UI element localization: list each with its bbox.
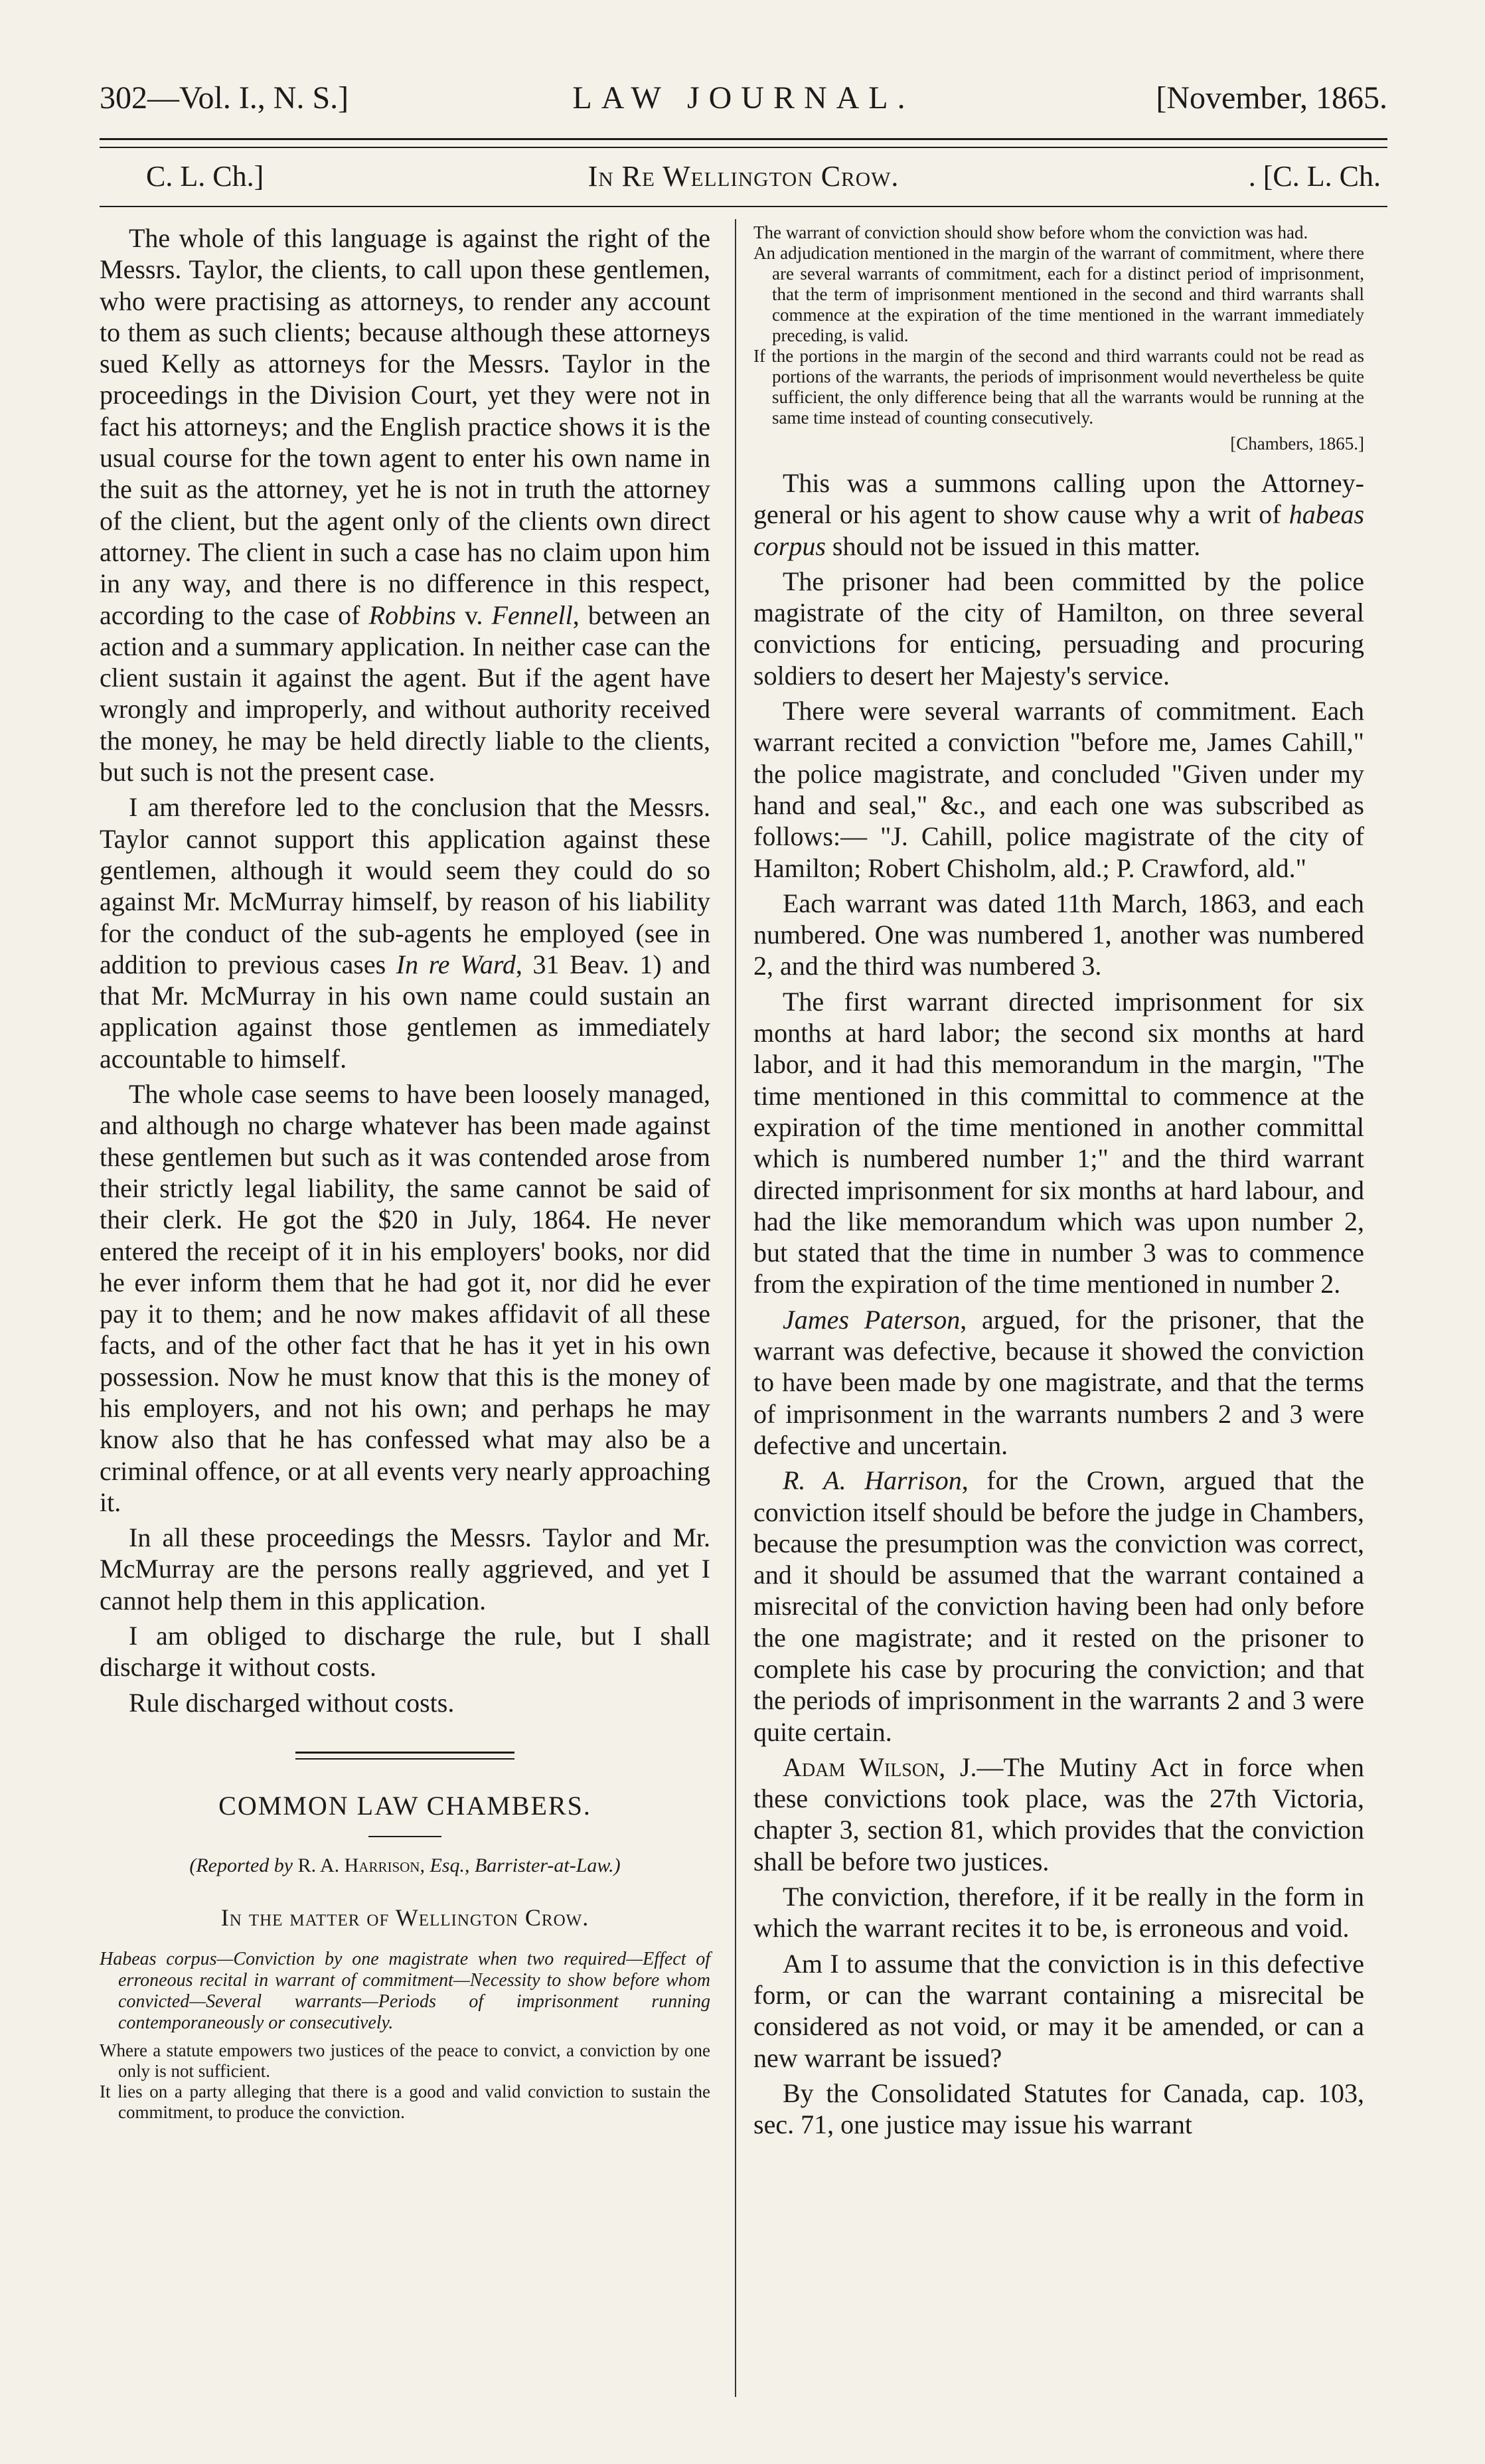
column-divider bbox=[735, 219, 736, 2397]
paragraph: R. A. Harrison, for the Crown, argued that the conviction itself should be before the judge in Chambers, because the presumption was the conviction was correct, and it should be assumed that the warrant contained a misrecital of the conviction having been had only before the one magistrate; and it rested on the prisoner to complete his case by procuring the conviction; and that the periods of imprisonment in the warrants 2 and 3 were quite certain. bbox=[753, 1465, 1364, 1747]
paragraph: Each warrant was dated 11th March, 1863, and each numbered. One was numbered 1, another was numbered 2, and the third was numbered 3. bbox=[753, 888, 1364, 981]
paragraph: Rule discharged without costs. bbox=[129, 1687, 455, 1718]
paragraph: I am therefore led to the conclusion that the Messrs. Taylor cannot support this application against these gentlemen, although it would seem they could do so against Mr. McMurray himself, by reason of his liability for the conduct of the sub-agents he employed (see in addition to previous cases In re Ward, 31 Beav. 1) and that Mr. McMurray in his own name could sustain an application against those gentlemen as immediately accountable to himself. bbox=[100, 792, 711, 1074]
right-column bbox=[753, 222, 1364, 2144]
header-rule bbox=[100, 138, 1387, 148]
holding: Where a statute empowers two justices of the peace to convict, a conviction by one only is not sufficient. bbox=[100, 2040, 710, 2081]
running-head bbox=[100, 80, 1387, 133]
subheader-rule bbox=[100, 206, 1387, 207]
issue-date: [November, 1865. bbox=[1156, 80, 1387, 116]
paragraph: The conviction, therefore, if it be really in the form in which the warrant recites it to be, is erroneous and void. bbox=[753, 1882, 1364, 1943]
paragraph: I am obliged to discharge the rule, but I shall discharge it without costs. bbox=[100, 1621, 710, 1683]
paragraph: The whole case seems to have been loosely managed, and although no charge whatever has been made against these gentlemen but such as it was contended arose from their strictly legal liability, the same cannot be said of their clerk. He got the $20 in July, 1864. He never entered the receipt of it in his employers' books, nor did he ever inform them that he had got it, nor did he ever pay it to them; and he now makes affidavit of all these facts, and of the other fact that he has it yet in his own possession. Now he must know that this is the money of his employers, and not his own; and perhaps he may know also that he has confessed what may also be a criminal offence, or at all events very nearly approaching it. bbox=[100, 1079, 710, 1517]
left-column bbox=[100, 222, 710, 2123]
paragraph: Adam Wilson, J.—The Mutiny Act in force when these convictions took place, was the 27th Victoria, chapter 3, section 81, which provides that the conviction shall be before two justices. bbox=[753, 1752, 1365, 1876]
title-rule bbox=[368, 1836, 441, 1837]
journal-page bbox=[100, 80, 1387, 2430]
holding: It lies on a party alleging that there is a good and valid conviction to sustain the commitment, to produce the conviction. bbox=[100, 2081, 710, 2122]
paragraph: The prisoner had been committed by the police magistrate of the city of Hamilton, on three several convictions for enticing, persuading and procuring soldiers to desert her Majesty's service. bbox=[753, 566, 1364, 691]
headnote: Habeas corpus—Conviction by one magistrate when two required—Effect of erroneous recital in warrant of commitment—Necessity to show before whom convicted—Several warrants—Periods of imprisonment running contemporaneously or consecutively. bbox=[100, 1948, 710, 2033]
holding: The warrant of conviction should show before whom the conviction was had. bbox=[753, 222, 1308, 242]
paragraph: James Paterson, argued, for the prisoner, that the warrant was defective, because it showed the conviction to have been made by one magistrate, and that the terms of imprisonment in the warrants numbers 2 and 3 were defective and uncertain. bbox=[753, 1304, 1364, 1460]
page-volume: 302—Vol. I., N. S.] bbox=[100, 80, 349, 116]
reporter-line: (Reported by R. A. Harrison, Esq., Barrister-at-Law.) bbox=[189, 1854, 621, 1876]
citation: [Chambers, 1865.] bbox=[1230, 434, 1364, 453]
paragraph: The whole of this language is against the right of the Messrs. Taylor, the clients, to call upon these gentlemen, who were practising as attorneys, to render any account to them as such clients; because although these attorneys sued Kelly as attorneys for the Messrs. Taylor in the proceedings in the Division Court, yet they were not in fact his attorneys; and the English practice shows it is the usual course for the town agent to enter his own name in the suit as the attorney, yet he is not in truth the attorney of the client, but the agent only of the clients own direct attorney. The client in such a case has no claim upon him in any way, and there is no difference in this respect, according to the case of Robbins v. Fennell, between an action and a summary application. In neither case can the client sustain it against the agent. But if the agent have wrongly and improperly, and without authority received the money, he may be held directly liable to the clients, but such is not the present case. bbox=[100, 223, 711, 787]
section-divider bbox=[295, 1752, 514, 1760]
paragraph: There were several warrants of commitment. Each warrant recited a conviction "before me, James Cahill," the police magistrate, and concluded "Given under my hand and seal," &c., and each one was subscribed as follows:— "J. Cahill, police magistrate of the city of Hamilton; Robert Chisholm, ald.; P. Crawford, ald." bbox=[753, 696, 1364, 883]
section-right: . [C. L. Ch. bbox=[1248, 160, 1381, 193]
journal-title: LAW JOURNAL. bbox=[572, 80, 915, 116]
case-title: In the matter of Wellington Crow. bbox=[220, 1904, 589, 1931]
paragraph: By the Consolidated Statutes for Canada, cap. 103, sec. 71, one justice may issue his warrant bbox=[753, 2078, 1364, 2140]
holding: An adjudication mentioned in the margin of the warrant of commitment, where there are several warrants of commitment, each for a distinct period of imprisonment, that the term of imprisonment mentioned in the second and third warrants shall commence at the expiration of the time mentioned in the warrant immediately preceding, is valid. bbox=[753, 243, 1364, 345]
section-head bbox=[100, 159, 1387, 199]
holding: If the portions in the margin of the second and third warrants could not be read as portions of the warrants, the periods of imprisonment would nevertheless be quite sufficient, the only difference being that all the warrants would be running at the same time instead of counting consecutively. bbox=[753, 346, 1364, 428]
paragraph: This was a summons calling upon the Attorney-general or his agent to show cause why a writ of habeas corpus should not be issued in this matter. bbox=[753, 468, 1365, 561]
case-running-title: In Re Wellington Crow. bbox=[587, 160, 899, 193]
paragraph: Am I to assume that the conviction is in this defective form, or can the warrant containing a misrecital be considered as not void, or may it be amended, or can a new warrant be issued? bbox=[753, 1948, 1364, 2073]
paragraph: The first warrant directed imprisonment for six months at hard labor; the second six months at hard labor, and it had this memorandum in the margin, "The time mentioned in this committal to commence at the expiration of the time mentioned in another committal which is numbered number 1;" and the third warrant directed imprisonment for six months at hard labour, and had the like memorandum which was upon number 2, but stated that the time in number 3 was to commence from the expiration of the time mentioned in number 2. bbox=[753, 986, 1364, 1299]
section-left: C. L. Ch.] bbox=[146, 160, 264, 193]
section-title: COMMON LAW CHAMBERS. bbox=[218, 1790, 591, 1821]
paragraph: In all these proceedings the Messrs. Taylor and Mr. McMurray are the persons really aggrieved, and yet I cannot help them in this application. bbox=[100, 1522, 710, 1615]
